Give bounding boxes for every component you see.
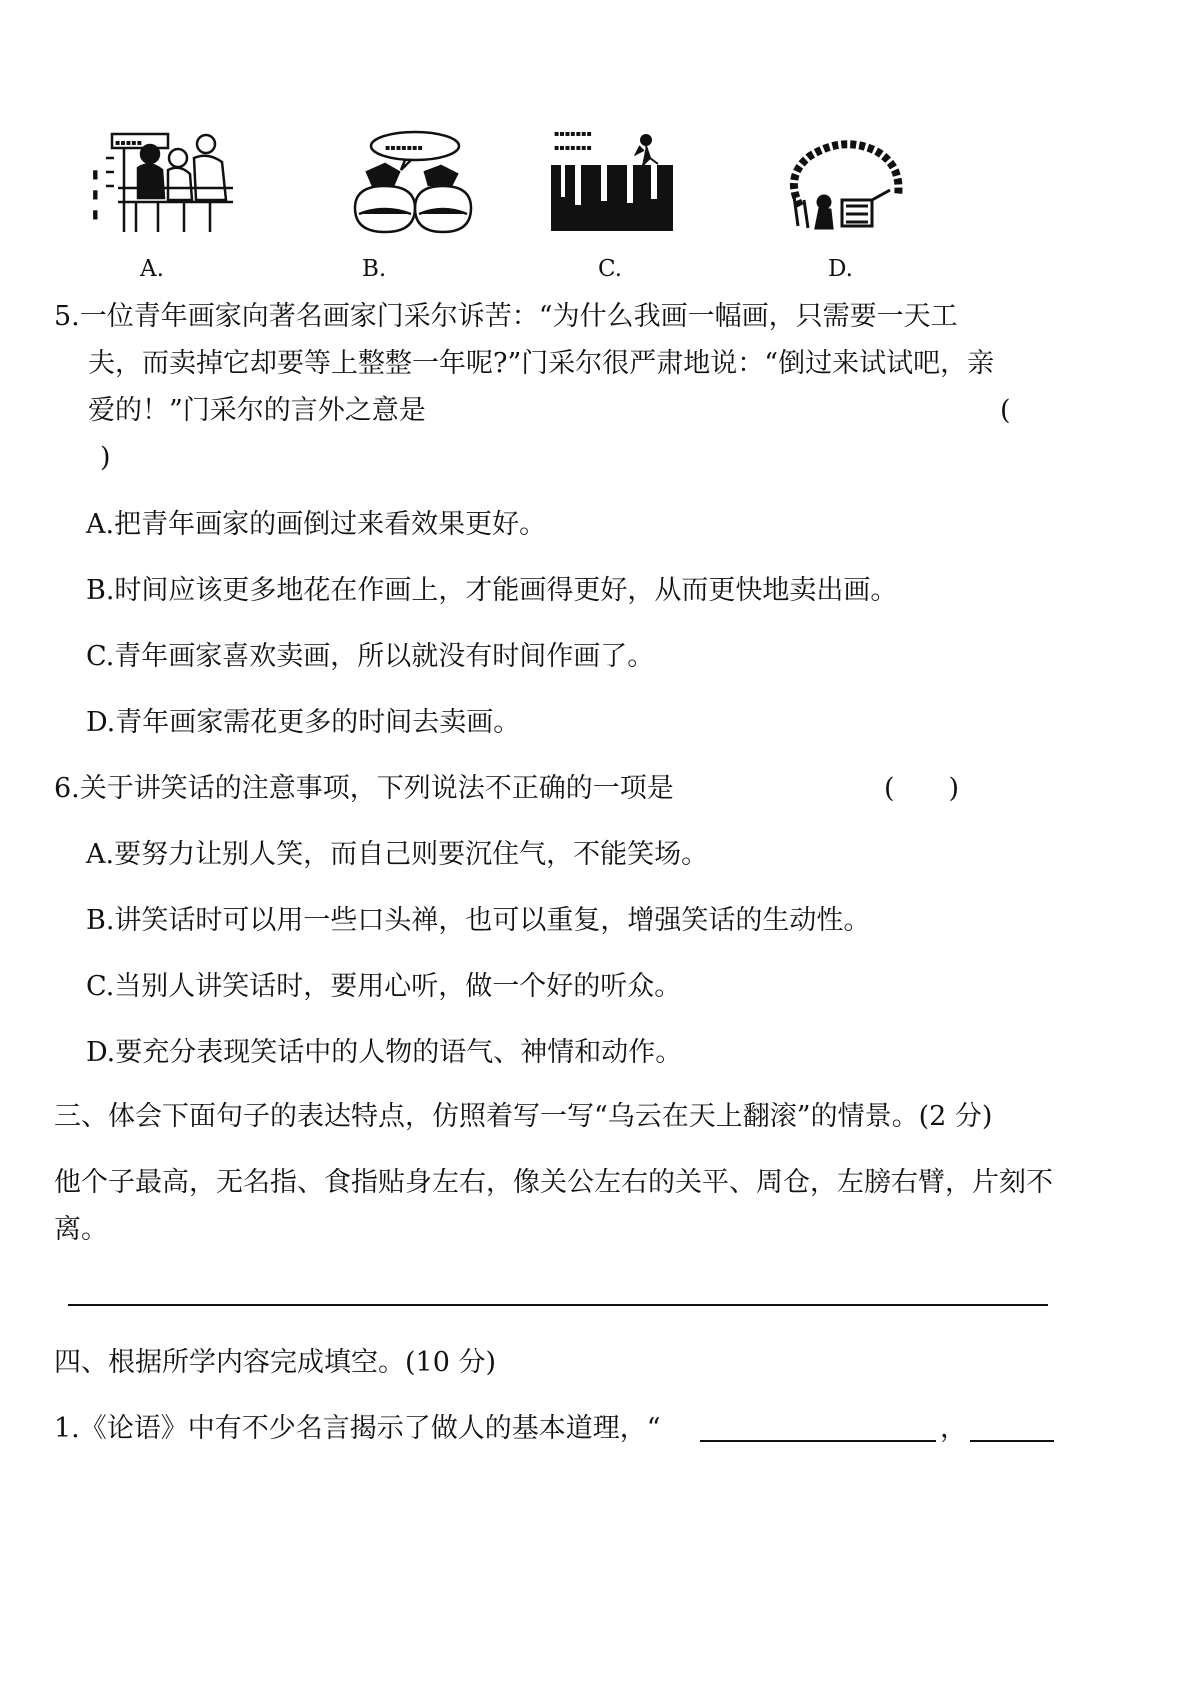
figure-label-a: A. (140, 256, 164, 282)
section-3-passage-line-1: 他个子最高，无名指、食指贴身左右，像关公左右的关平、周仓，左膀右臂，片刻不 (54, 1167, 1053, 1198)
question-5-line-3: 爱的！”门采尔的言外之意是 (88, 395, 426, 426)
section-4-heading: 四、根据所学内容完成填空。(10 分) (54, 1347, 497, 1378)
cartoon-c-image (548, 120, 676, 232)
question-5-line-2: 夫，而卖掉它却要等上整整一年呢?”门采尔很严肃地说：“倒过来试试吧，亲 (88, 348, 995, 379)
section-4-question-1-text: 1.《论语》中有不少名言揭示了做人的基本道理，“ (54, 1413, 661, 1444)
question-5-option-d: D.青年画家需花更多的时间去卖画。 (86, 707, 521, 738)
question-6-option-a: A.要努力让别人笑，而自己则要沉住气，不能笑场。 (86, 839, 709, 870)
cartoon-d-image (780, 136, 910, 236)
question-5-option-c: C.青年画家喜欢卖画，所以就没有时间作画了。 (86, 641, 655, 672)
section-3-passage-line-2: 离。 (54, 1214, 108, 1245)
question-6-stem: 6.关于讲笑话的注意事项，下列说法不正确的一项是 (54, 773, 674, 804)
svg-text:▮: ▮ (92, 167, 99, 181)
question-5-line-1: 5.一位青年画家向著名画家门采尔诉苦：“为什么我画一幅画，只需要一天工 (54, 301, 958, 332)
figure-label-d: D. (828, 256, 853, 282)
svg-text:▮: ▮ (92, 187, 99, 201)
svg-text:▪▪▪▪▪▪▪: ▪▪▪▪▪▪▪ (554, 143, 592, 152)
cartoon-b-image (345, 128, 475, 238)
question-5-paren-open: ( (1000, 395, 1011, 426)
question-5-option-a: A.把青年画家的画倒过来看效果更好。 (86, 509, 547, 540)
section-3-heading: 三、体会下面句子的表达特点，仿照着写一写“乌云在天上翻滚”的情景。(2 分) (54, 1101, 993, 1132)
question-6-option-b: B.讲笑话时可以用一些口头禅，也可以重复，增强笑话的生动性。 (86, 905, 871, 936)
svg-text:▪▪▪▪▪▪▪: ▪▪▪▪▪▪▪ (385, 143, 423, 152)
question-6-option-d: D.要充分表现笑话中的人物的语气、神情和动作。 (86, 1037, 683, 1068)
svg-text:▪▪▪▪▪: ▪▪▪▪▪ (115, 138, 143, 147)
question-6-option-c: C.当别人讲笑话时，要用心听，做一个好的听众。 (86, 971, 682, 1002)
section-4-question-1-blank-1[interactable] (700, 1440, 936, 1442)
question-5-option-b: B.时间应该更多地花在作画上，才能画得更好，从而更快地卖出画。 (86, 575, 898, 606)
section-4-question-1-comma: ， (940, 1413, 967, 1444)
section-3-answer-line[interactable] (68, 1304, 1048, 1306)
figure-label-c: C. (598, 256, 623, 282)
svg-text:▪▪▪▪▪▪▪: ▪▪▪▪▪▪▪ (554, 129, 592, 138)
svg-text:▮: ▮ (92, 207, 99, 221)
cartoon-a-image (88, 128, 238, 238)
figure-label-b: B. (362, 256, 387, 282)
question-5-paren-close: ) (100, 442, 111, 473)
section-4-question-1-blank-2[interactable] (970, 1440, 1054, 1442)
question-6-paren: ( ) (884, 773, 960, 804)
